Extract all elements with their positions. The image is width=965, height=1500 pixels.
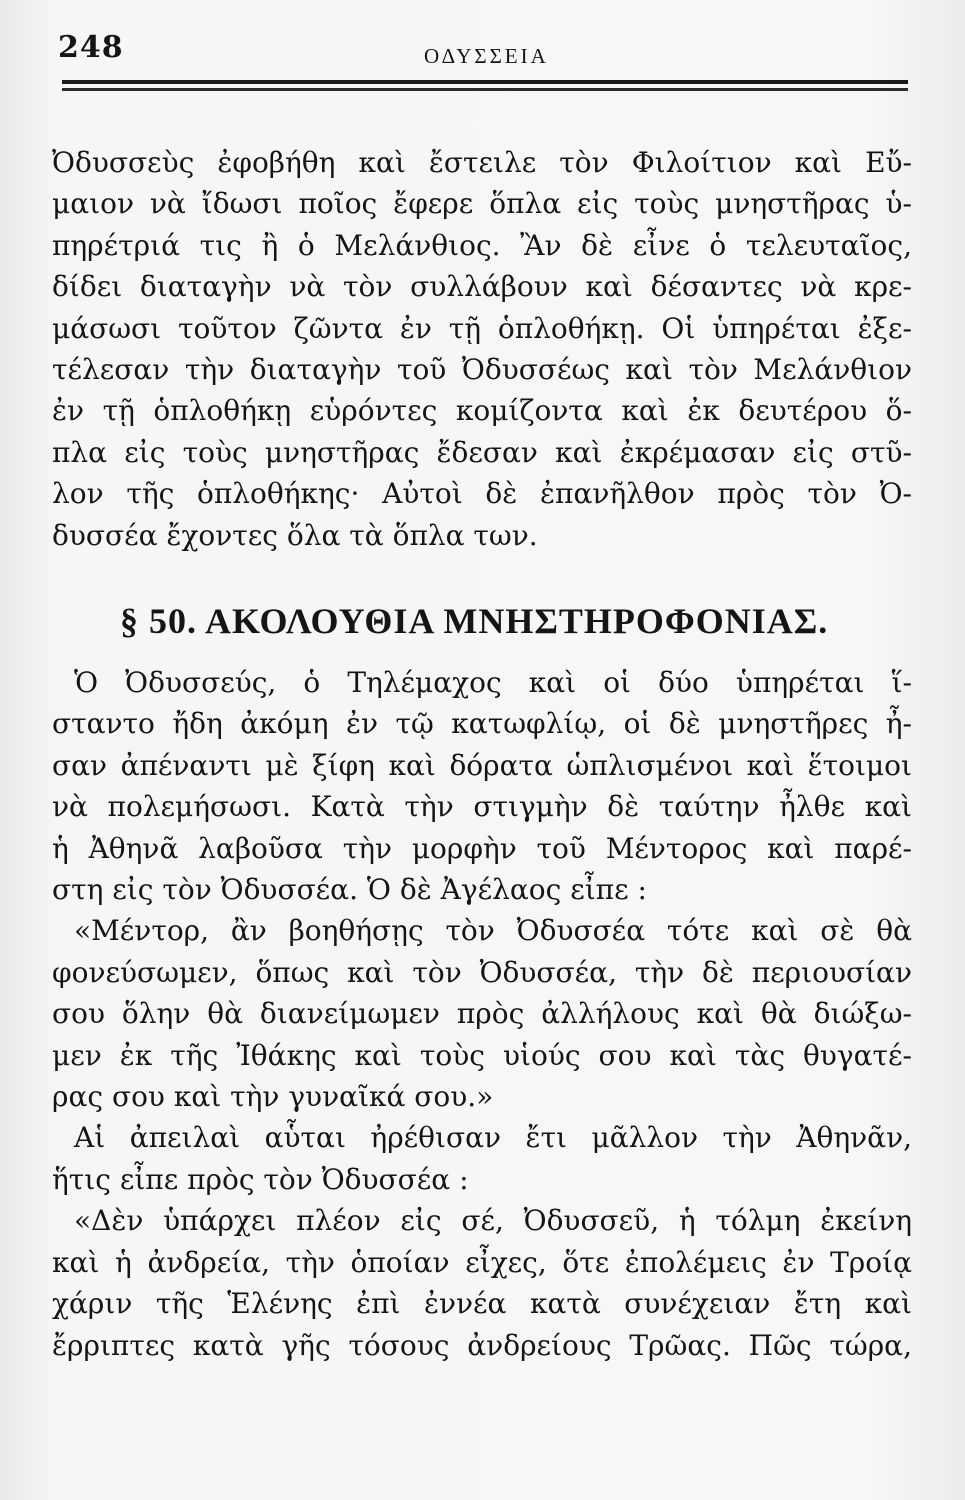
text-line: ἥτις εἶπε πρὸς τὸν Ὀδυσσέα :	[52, 1162, 469, 1196]
section-heading: § 50. ΑΚΟΛΟΥΘΙΑ ΜΝΗΣΤΗΡΟΦΟΝΙΑΣ.	[120, 601, 829, 641]
text-line: δίδει διαταγὴν νὰ τὸν συλλάβουν καὶ δέσαντες νὰ κρε-	[52, 270, 912, 304]
text-line: Ὀδυσσεὺς ἐφοβήθη καὶ ἔστειλε τὸν Φιλοίτιον καὶ Εὔ-	[52, 146, 912, 179]
text-line: πηρέτριά τις ἢ ὁ Μελάνθιος. Ἂν δὲ εἶνε ὁ τελευταῖος,	[52, 228, 912, 262]
text-line: μαιον νὰ ἴδωσι ποῖος ἔφερε ὅπλα εἰς τοὺς μνηστῆρας ὑ-	[52, 187, 912, 221]
text-line: τέλεσαν τὴν διαταγὴν τοῦ Ὀδυσσέως καὶ τὸν Μελάνθιον	[52, 353, 912, 387]
text-line: λον τῆς ὁπλοθήκης· Αὐτοὶ δὲ ἐπανῆλθον πρὸς τὸν Ὀ-	[52, 477, 912, 511]
text-line: Ὁ Ὀδυσσεύς, ὁ Τηλέμαχος καὶ οἱ δύο ὑπηρέται ἵ-	[74, 666, 912, 699]
page-header	[58, 30, 908, 76]
running-title: ΟΔΥΣΣΕΙΑ	[424, 44, 549, 68]
text-line: νὰ πολεμήσωσι. Κατὰ τὴν στιγμὴν δὲ ταύτην ἦλθε καὶ	[52, 790, 912, 824]
text-line: μάσωσι τοῦτον ζῶντα ἐν τῇ ὁπλοθήκῃ. Οἱ ὑπηρέται ἐξε-	[52, 311, 912, 345]
text-line: σαν ἀπέναντι μὲ ξίφη καὶ δόρατα ὡπλισμένοι καὶ ἕτοιμοι	[52, 748, 912, 782]
text-line: χάριν τῆς Ἑλένης ἐπὶ ἐννέα κατὰ συνέχειαν ἔτη καὶ	[52, 1287, 912, 1321]
text-line: «Μέντορ, ἂν βοηθήσῃς τὸν Ὀδυσσέα τότε καὶ σὲ θὰ	[74, 914, 912, 948]
text-line: ἡ Ἀθηνᾶ λαβοῦσα τὴν μορφὴν τοῦ Μέντορος καὶ παρέ-	[52, 831, 912, 865]
text-line: καὶ ἡ ἀνδρεία, τὴν ὁποίαν εἶχες, ὅτε ἐπολέμεις ἐν Τροίᾳ	[52, 1245, 912, 1279]
text-line: δυσσέα ἔχοντες ὅλα τὰ ὅπλα των.	[52, 518, 538, 552]
text-line: στη εἰς τὸν Ὀδυσσέα. Ὁ δὲ Ἀγέλαος εἶπε :	[52, 873, 647, 907]
header-rule-double	[62, 88, 908, 91]
text-line: Αἱ ἀπειλαὶ αὗται ἠρέθισαν ἔτι μᾶλλον τὴν Ἀθηνᾶν,	[74, 1121, 912, 1155]
text-line: σου ὅλην θὰ διανείμωμεν πρὸς ἀλλήλους καὶ θὰ διώξω-	[52, 997, 912, 1031]
text-line: ρας σου καὶ τὴν γυναῖκά σου.»	[52, 1080, 494, 1114]
text-line: ἔρριπτες κατὰ γῆς τόσους ἀνδρείους Τρῶας. Πῶς τώρα,	[52, 1328, 912, 1362]
text-line: φονεύσωμεν, ὅπως καὶ τὸν Ὀδυσσέα, τὴν δὲ περιουσίαν	[52, 955, 912, 989]
text-line: πλα εἰς τοὺς μνηστῆρας ἔδεσαν καὶ ἐκρέμασαν εἰς στῦ-	[52, 435, 912, 469]
text-line: «Δὲν ὑπάρχει πλέον εἰς σέ, Ὀδυσσεῦ, ἡ τόλμη ἐκείνη	[74, 1204, 912, 1238]
header-rule	[62, 80, 908, 84]
page-number: 248	[58, 30, 124, 65]
paragraph-2	[52, 662, 912, 1366]
text-line: μεν ἐκ τῆς Ἰθάκης καὶ τοὺς υἱούς σου καὶ τὰς θυγατέ-	[52, 1038, 912, 1072]
text-line: ἐν τῇ ὁπλοθήκῃ εὑρόντες κομίζοντα καὶ ἐκ δευτέρου ὅ-	[52, 394, 912, 428]
text-line: σταντο ἤδη ἀκόμη ἐν τῷ κατωφλίῳ, οἱ δὲ μνηστῆρες ἦ-	[52, 707, 912, 741]
paragraph-1	[52, 142, 912, 556]
